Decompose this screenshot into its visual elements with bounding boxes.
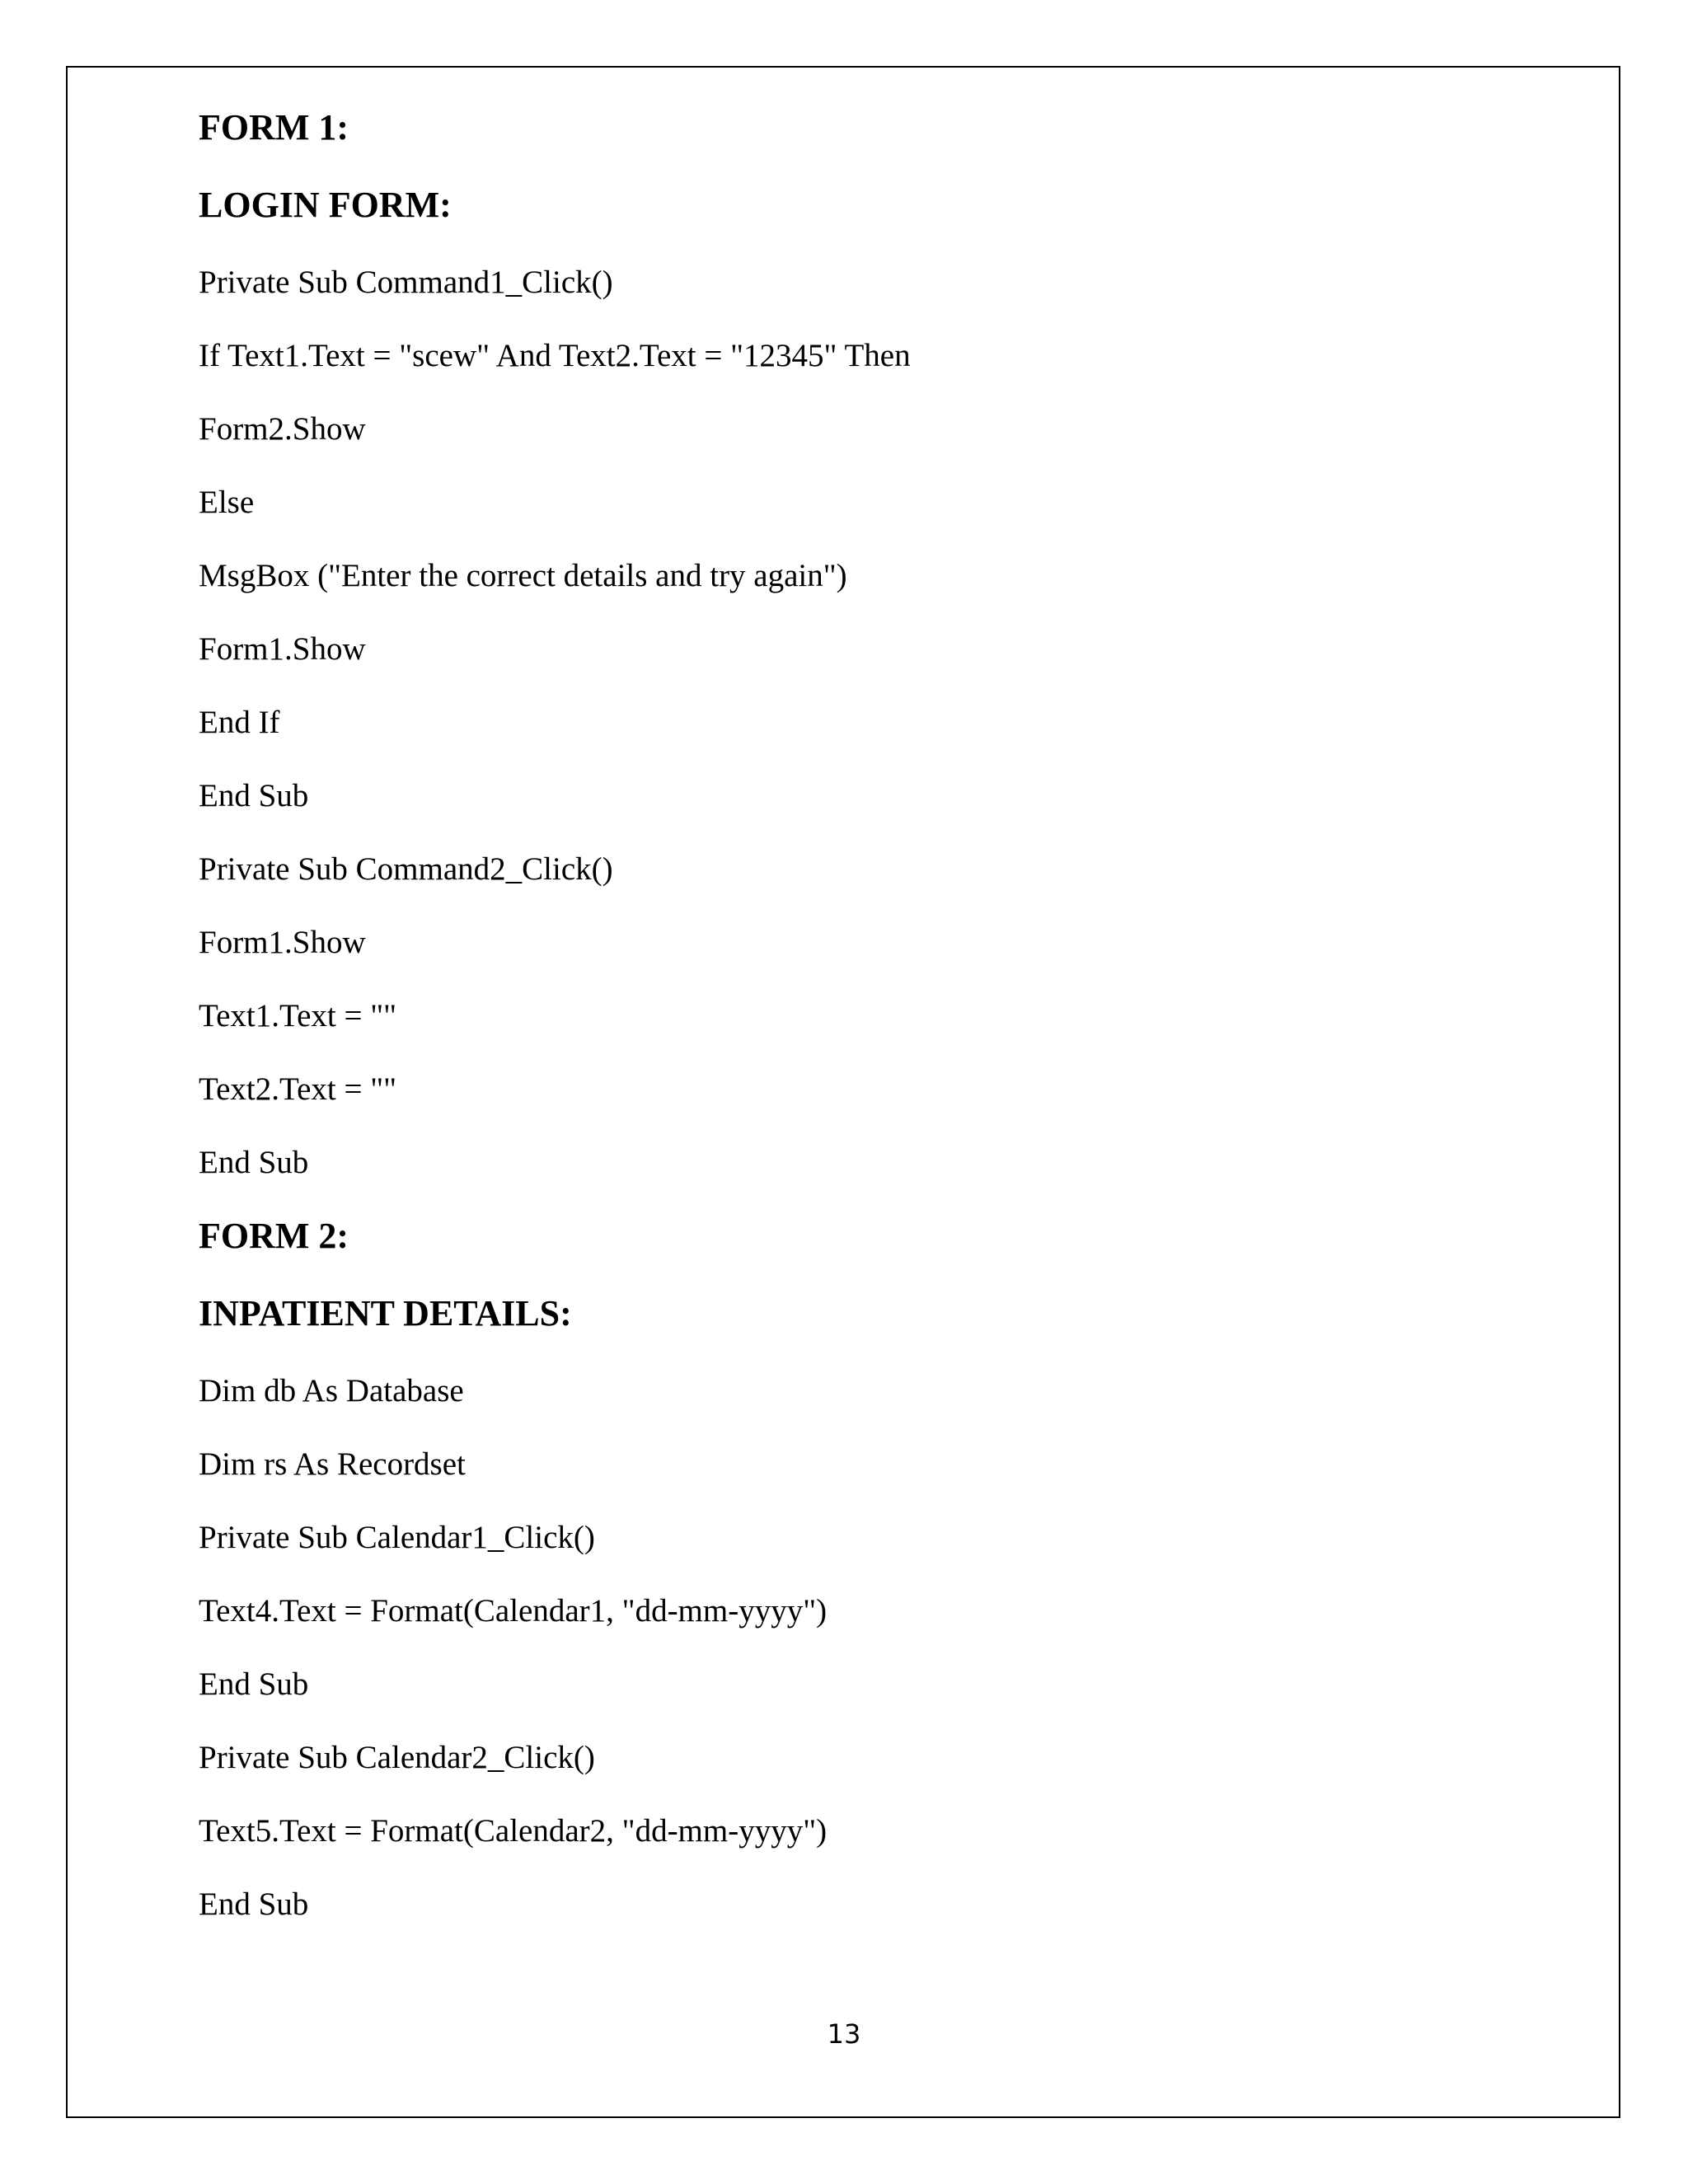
code-line: If Text1.Text = "scew" And Text2.Text = "12345" Then — [199, 338, 911, 373]
login-form-heading: LOGIN FORM: — [199, 185, 452, 225]
code-line: End If — [199, 705, 280, 740]
code-line: End Sub — [199, 1666, 309, 1702]
code-line: Text2.Text = "" — [199, 1071, 397, 1107]
code-line: Text4.Text = Format(Calendar1, "dd-mm-yyyy") — [199, 1593, 828, 1629]
code-line: Else — [199, 485, 255, 520]
code-line: Private Sub Calendar1_Click() — [199, 1520, 595, 1555]
code-line: Private Sub Calendar2_Click() — [199, 1740, 595, 1775]
code-line: Text1.Text = "" — [199, 998, 397, 1033]
inpatient-details-heading: INPATIENT DETAILS: — [199, 1293, 572, 1333]
form1-heading: FORM 1: — [199, 107, 349, 148]
code-line: Form1.Show — [199, 631, 366, 667]
document-body — [199, 109, 1517, 1959]
code-line: Text5.Text = Format(Calendar2, "dd-mm-yyyy") — [199, 1813, 828, 1849]
code-line: Dim db As Database — [199, 1373, 464, 1408]
form2-heading: FORM 2: — [199, 1216, 349, 1256]
code-line: End Sub — [199, 1886, 309, 1922]
page-number: 13 — [827, 2018, 861, 2050]
code-line: End Sub — [199, 1145, 309, 1180]
code-line: Private Sub Command2_Click() — [199, 851, 613, 887]
code-line: Form2.Show — [199, 411, 366, 447]
code-line: Dim rs As Recordset — [199, 1446, 466, 1482]
code-line: End Sub — [199, 778, 309, 813]
code-line: MsgBox ("Enter the correct details and try again") — [199, 558, 847, 593]
code-line: Form1.Show — [199, 925, 366, 960]
code-line: Private Sub Command1_Click() — [199, 265, 613, 300]
